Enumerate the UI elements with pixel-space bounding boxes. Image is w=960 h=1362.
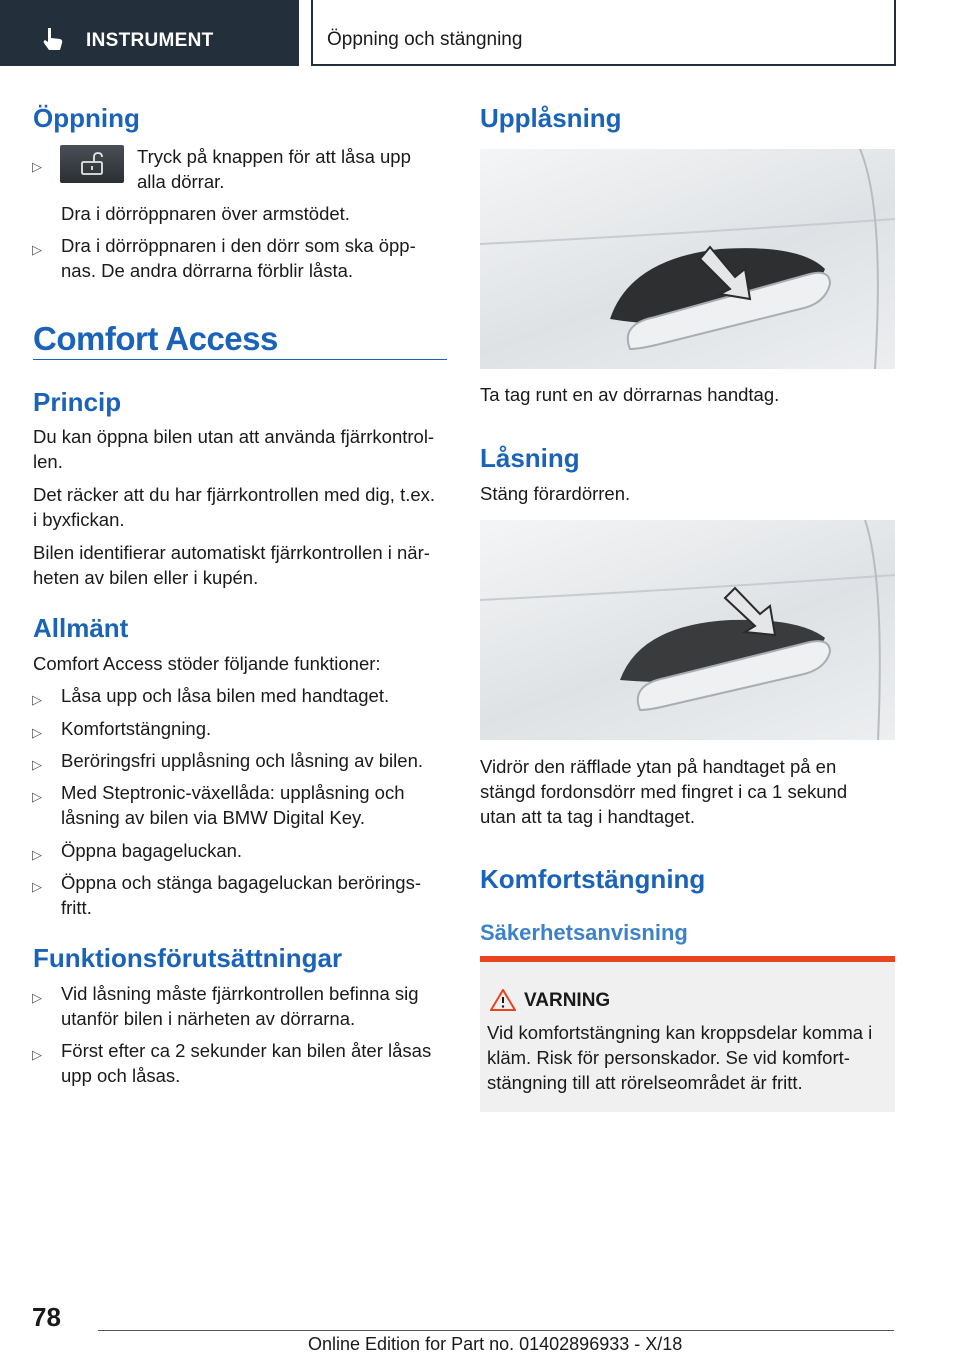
triangle-bullet-icon: ▷: [32, 847, 42, 862]
funk-item: upp och låsas.: [61, 1065, 181, 1086]
heading-upplasning: Upplåsning: [480, 103, 622, 133]
triangle-bullet-icon: ▷: [32, 692, 42, 707]
funk-item: Först efter ca 2 sekunder kan bilen åter låsas: [61, 1040, 432, 1061]
triangle-bullet-icon: ▷: [32, 242, 42, 257]
warning-title: VARNING: [524, 990, 611, 1011]
lasning-caption-line1: Vidrör den räfflade ytan på handtaget på en: [480, 756, 837, 777]
princip-p3-line2: heten av bilen eller i kupén.: [33, 567, 259, 588]
heading-comfort-access: Comfort Access: [33, 320, 278, 357]
header-title: Öppning och stängning: [327, 29, 523, 50]
door-handle-photo-unlock: [480, 149, 895, 369]
princip-p3-line1: Bilen identifierar automatiskt fjärrkontrollen i när-: [33, 542, 430, 563]
allmant-item: fritt.: [61, 897, 92, 918]
allmant-item: låsning av bilen via BMW Digital Key.: [61, 807, 366, 828]
allmant-item: Låsa upp och låsa bilen med handtaget.: [61, 685, 390, 706]
footer-edition: Online Edition for Part no. 01402896933 - X/18: [308, 1334, 683, 1354]
page-number: 78: [32, 1302, 61, 1332]
princip-p2-line1: Det räcker att du har fjärrkontrollen med dig, t.ex.: [33, 484, 436, 505]
allmant-item: Med Steptronic-växellåda: upplåsning och: [61, 782, 405, 803]
warning-triangle-icon: [490, 989, 516, 1011]
heading-komfortstangning: Komfortstängning: [480, 864, 706, 894]
lasning-text: Stäng förardörren.: [480, 483, 631, 504]
header-section-tab: [0, 0, 299, 66]
upplasning-text: Ta tag runt en av dörrarnas handtag.: [480, 384, 780, 405]
warning-line: Vid komfortstängning kan kroppsdelar komma i: [487, 1022, 873, 1043]
triangle-bullet-icon: ▷: [32, 757, 42, 772]
unlock-button-icon: [60, 145, 124, 183]
triangle-bullet-icon: ▷: [32, 990, 42, 1005]
triangle-bullet-icon: ▷: [32, 789, 42, 804]
heading-allmant: Allmänt: [33, 613, 129, 643]
heading-funktionsforutsattningar: Funktionsförutsättningar: [33, 943, 343, 973]
warning-line: stängning till att rörelseområdet är fritt.: [487, 1072, 803, 1093]
heading-sakerhetsanvisning: Säkerhetsanvisning: [480, 920, 688, 945]
funk-item: Vid låsning måste fjärrkontrollen befinna sig: [61, 983, 419, 1004]
triangle-bullet-icon: ▷: [32, 159, 42, 174]
heading-rule: [33, 359, 447, 360]
princip-p1-line2: len.: [33, 451, 63, 472]
allmant-item: Komfortstängning.: [61, 718, 212, 739]
allmant-item: Öppna bagageluckan.: [61, 840, 243, 861]
door-handle-photo-lock: [480, 520, 895, 740]
warning-line: kläm. Risk för personskador. Se vid komfort-: [487, 1047, 850, 1068]
triangle-bullet-icon: ▷: [32, 725, 42, 740]
warning-box: [480, 956, 895, 1112]
funk-item: utanför bilen i närheten av dörrarna.: [61, 1008, 356, 1029]
heading-lasning: Låsning: [480, 443, 580, 473]
lasning-caption-line3: utan att ta tag i handtaget.: [480, 806, 695, 827]
triangle-bullet-icon: ▷: [32, 1047, 42, 1062]
allmant-intro: Comfort Access stöder följande funktioner:: [33, 653, 381, 674]
oppning-bullet2-line1: Dra i dörröppnaren i den dörr som ska öpp-: [61, 235, 416, 256]
footer-rule: [98, 1330, 894, 1331]
princip-p2-line2: i byxfickan.: [33, 509, 125, 530]
allmant-item: Beröringsfri upplåsning och låsning av bilen.: [61, 750, 423, 771]
header-section-label: INSTRUMENT: [86, 30, 214, 51]
lasning-caption-line2: stängd fordonsdörr med fingret i ca 1 sekund: [480, 781, 848, 802]
heading-oppning: Öppning: [33, 103, 140, 133]
heading-princip: Princip: [33, 387, 122, 417]
pointing-hand-icon: [40, 26, 66, 52]
warning-text: [487, 1020, 889, 1095]
allmant-item: Öppna och stänga bagageluckan berörings-: [61, 872, 421, 893]
oppning-bullet1-sub: Dra i dörröppnaren över armstödet.: [61, 203, 350, 224]
princip-p1-line1: Du kan öppna bilen utan att använda fjärrkontrol-: [33, 426, 435, 447]
oppning-bullet1-line2: alla dörrar.: [137, 171, 225, 192]
triangle-bullet-icon: ▷: [32, 879, 42, 894]
oppning-bullet1-line1: Tryck på knappen för att låsa upp: [137, 146, 411, 167]
oppning-bullet2-line2: nas. De andra dörrarna förblir låsta.: [61, 260, 354, 281]
header-title-box: [311, 0, 896, 66]
